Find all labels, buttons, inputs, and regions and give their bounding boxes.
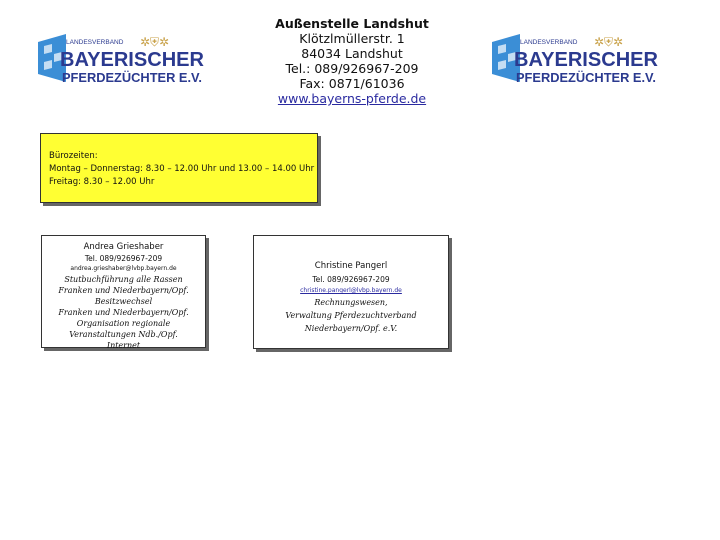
contact-role: Besitzwechsel (94, 297, 153, 306)
contact-email[interactable]: andrea.grieshaber@lvbp.bayern.de (70, 265, 177, 272)
contact-card-andrea (41, 235, 206, 348)
address-block (262, 16, 442, 106)
street: Klötzlmüllerstr. 1 (299, 31, 405, 46)
logo-line2: PFERDEZÜCHTER E.V. (516, 70, 656, 85)
contact-name: Andrea Grieshaber (83, 242, 164, 252)
contact-role: Veranstaltungen Ndb./Opf. (69, 330, 178, 339)
contact-role: Niederbayern/Opf. e.V. (304, 324, 398, 333)
contact-role: Stutbuchführung alle Rassen (64, 275, 183, 284)
logo-line1: BAYERISCHER (60, 49, 205, 71)
contact-role: Rechnungswesen, (314, 298, 388, 307)
contact-role: Internet (106, 341, 141, 350)
contact-phone: Tel. 089/926967-209 (312, 275, 390, 284)
contact-name: Christine Pangerl (314, 261, 388, 271)
crest-icon: ✲⛨✲ (140, 35, 170, 49)
contact-role: Franken und Niederbayern/Opf. (58, 286, 189, 295)
office-hours-box (40, 133, 318, 203)
contact-role: Franken und Niederbayern/Opf. (58, 308, 189, 317)
contact-card-christine (253, 235, 449, 349)
association-logo-right (490, 30, 660, 88)
office-hours-weekdays: Montag – Donnerstag: 8.30 – 12.00 Uhr und 13.00 – 14.00 Uhr (49, 164, 315, 174)
contact-phone: Tel. 089/926967-209 (84, 254, 163, 263)
association-logo-left (36, 30, 206, 88)
crest-icon: ✲⛨✲ (594, 35, 624, 49)
logo-line1: BAYERISCHER (514, 49, 659, 71)
website-link[interactable]: www.bayerns-pferde.de (277, 91, 427, 106)
office-hours-friday: Freitag: 8.30 – 12.00 Uhr (49, 177, 155, 187)
contact-email[interactable]: christine.pangerl@lvbp.bayern.de (300, 287, 402, 294)
fax: Fax: 0871/61036 (299, 76, 405, 91)
office-hours-heading: Bürozeiten: (49, 151, 98, 161)
logo-small-text: LANDESVERBAND (520, 39, 578, 46)
contact-role: Verwaltung Pferdezuchtverband (285, 311, 417, 320)
logo-line2: PFERDEZÜCHTER E.V. (62, 70, 202, 85)
logo-small-text: LANDESVERBAND (66, 39, 124, 46)
logo-graphic (490, 30, 660, 88)
city: 84034 Landshut (301, 46, 403, 61)
logo-graphic (36, 30, 206, 88)
telephone: Tel.: 089/926967-209 (285, 61, 419, 76)
contact-role: Organisation regionale (76, 319, 171, 328)
office-title: Außenstelle Landshut (275, 16, 429, 31)
